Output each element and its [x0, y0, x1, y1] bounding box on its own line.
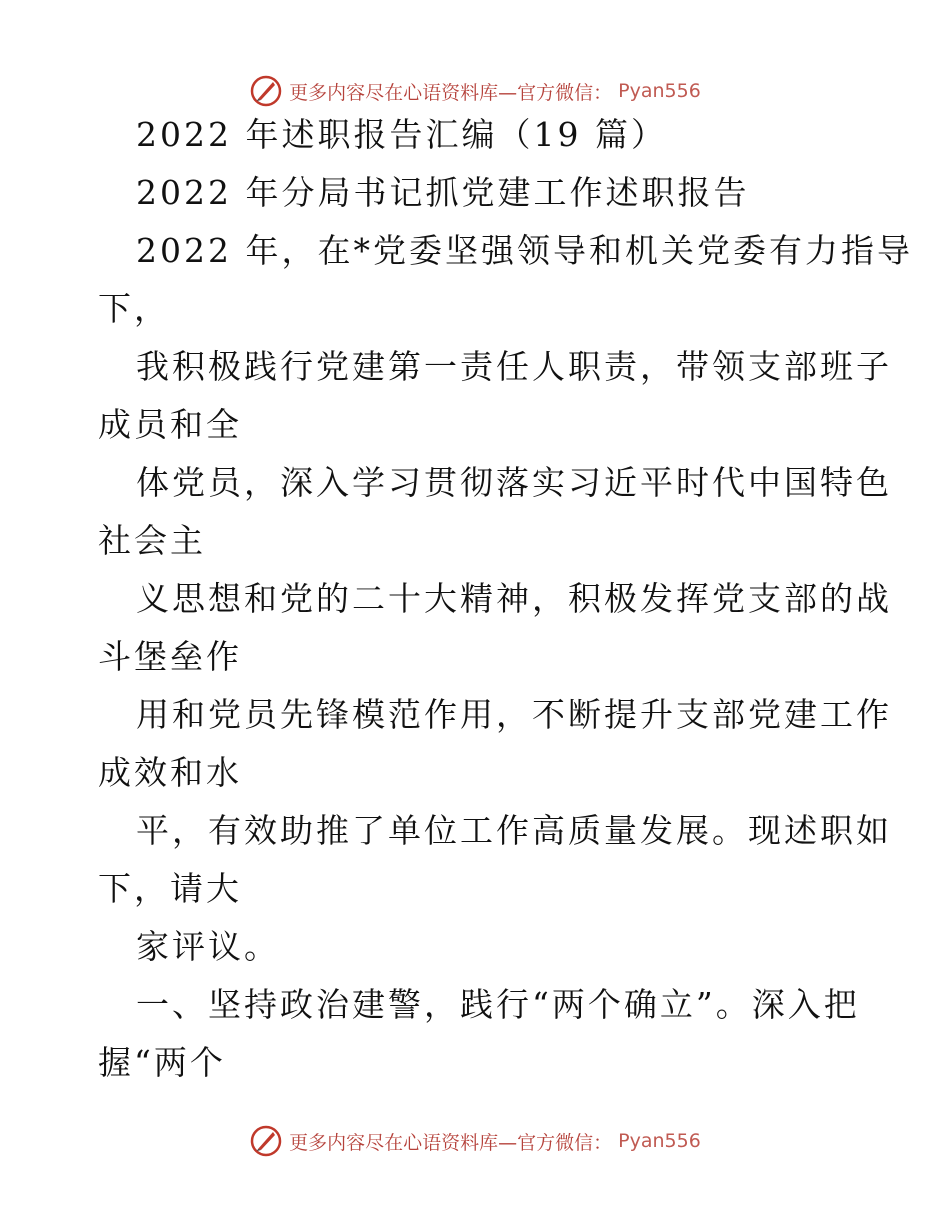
- quill-logo-icon: [249, 74, 283, 108]
- watermark-wechat-id: Pyan556: [618, 1130, 701, 1152]
- text-line: 我积极践行党建第一责任人职责，带领支部班子: [136, 347, 892, 386]
- text-line: 用和党员先锋模范作用，不断提升支部党建工作: [136, 695, 892, 734]
- quill-logo-icon: [249, 1124, 283, 1158]
- text-line: 义思想和党的二十大精神，积极发挥党支部的战: [136, 579, 892, 618]
- watermark-wechat-id: Pyan556: [618, 80, 701, 102]
- text-line: 2022 年述职报告汇编（19 篇）: [136, 115, 667, 154]
- text-line: 成员和全: [98, 405, 242, 444]
- watermark-text: 更多内容尽在心语资料库—官方微信：: [289, 1131, 613, 1154]
- text-line: 2022 年分局书记抓党建工作述职报告: [136, 173, 750, 212]
- document-body: [98, 115, 913, 1104]
- text-line: 社会主: [98, 521, 206, 560]
- text-line: 斗堡垒作: [98, 637, 242, 676]
- text-line: 2022 年，在*党委坚强领导和机关党委有力指导: [136, 231, 913, 270]
- text-line: 家评议。: [136, 927, 280, 966]
- text-line: 成效和水: [98, 753, 242, 792]
- footer-watermark: [0, 1124, 950, 1158]
- text-line: 一、坚持政治建警，践行“两个确立”。深入把: [136, 985, 860, 1024]
- text-line: 体党员，深入学习贯彻落实习近平时代中国特色: [136, 463, 892, 502]
- header-watermark: [0, 74, 950, 108]
- text-line: 握“两个: [98, 1043, 226, 1082]
- text-line: 下，: [98, 289, 170, 328]
- text-line: 下，请大: [98, 869, 242, 908]
- watermark-text: 更多内容尽在心语资料库—官方微信：: [289, 81, 613, 104]
- text-line: 平，有效助推了单位工作高质量发展。现述职如: [136, 811, 892, 850]
